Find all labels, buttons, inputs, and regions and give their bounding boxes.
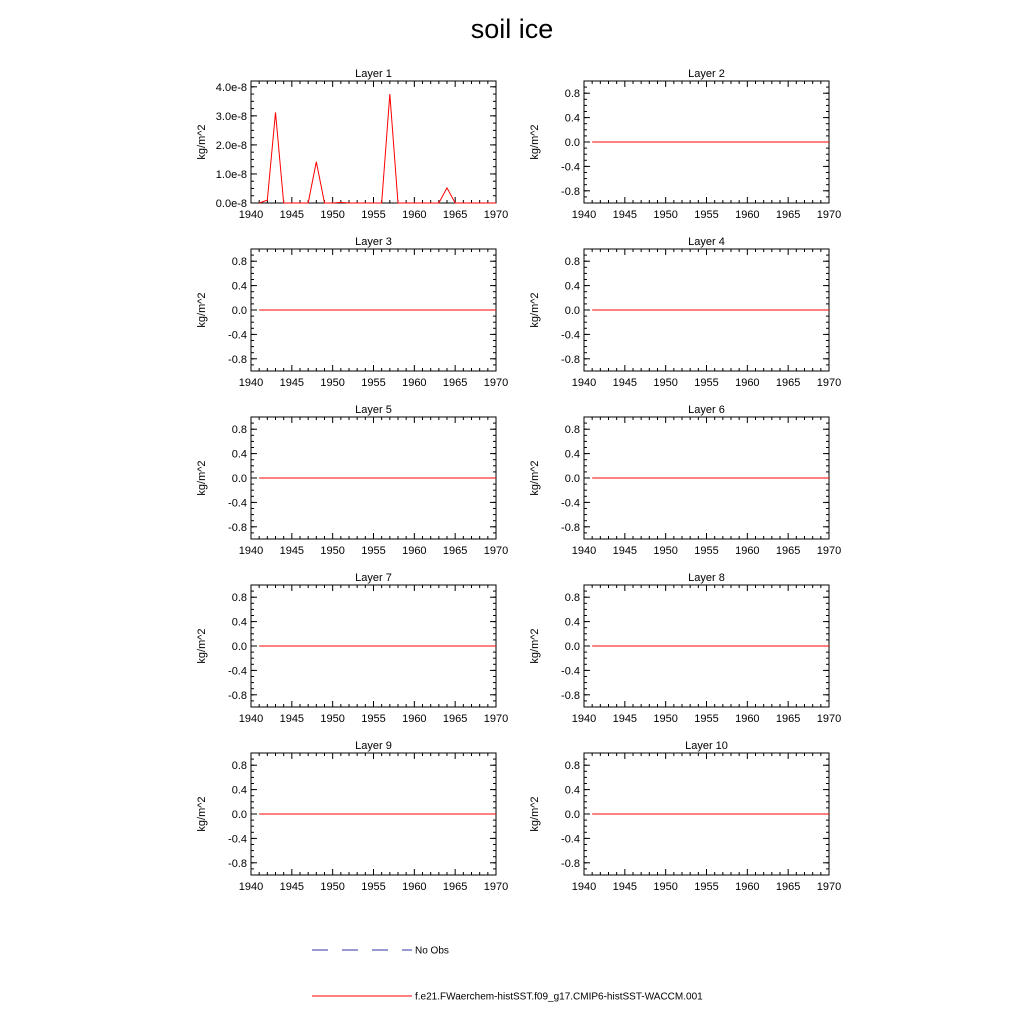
x-tick-label: 1960	[402, 209, 427, 221]
x-tick-label: 1950	[320, 881, 345, 893]
x-tick-label: 1945	[612, 713, 638, 725]
y-tick-label: 0.0	[231, 473, 247, 485]
y-axis-label: kg/m^2	[529, 796, 541, 832]
x-tick-label: 1955	[694, 377, 719, 389]
y-tick-label: 0.8	[231, 256, 247, 269]
y-tick-label: 0.8	[564, 424, 580, 437]
y-tick-label: 3.0e-8	[215, 110, 247, 123]
series-line	[259, 94, 496, 203]
panel-title: Layer 1	[355, 68, 392, 80]
chart-panel-10	[529, 740, 841, 893]
y-axis-label: kg/m^2	[196, 124, 208, 160]
y-tick-label: -0.4	[561, 497, 580, 510]
y-axis-label: kg/m^2	[529, 460, 541, 496]
y-tick-label: 0.8	[231, 760, 247, 773]
x-tick-label: 1960	[735, 209, 760, 221]
x-tick-label: 1945	[279, 713, 305, 725]
x-tick-label: 1950	[653, 209, 678, 221]
x-tick-label: 1945	[279, 377, 305, 389]
x-tick-label: 1950	[320, 209, 345, 221]
panel-title: Layer 2	[688, 68, 725, 80]
x-tick-label: 1965	[775, 209, 801, 221]
chart-panel-6	[529, 404, 841, 557]
y-axis-label: kg/m^2	[196, 796, 208, 832]
y-tick-label: -0.4	[228, 665, 247, 678]
x-tick-label: 1965	[775, 545, 801, 557]
x-tick-label: 1950	[653, 713, 678, 725]
x-tick-label: 1940	[238, 545, 264, 557]
panel-title: Layer 6	[688, 404, 725, 416]
chart-panel-9	[196, 740, 508, 893]
chart-panel-4	[529, 236, 841, 389]
y-tick-label: 0.8	[231, 592, 247, 605]
chart-panel-5	[196, 404, 508, 557]
y-tick-label: 1.0e-8	[215, 168, 247, 181]
chart-panel-2	[529, 68, 841, 221]
x-tick-label: 1970	[483, 209, 509, 221]
y-axis-label: kg/m^2	[196, 460, 208, 496]
x-tick-label: 1970	[816, 545, 842, 557]
x-tick-label: 1960	[735, 881, 760, 893]
y-tick-label: 0.0	[231, 809, 247, 821]
y-tick-label: 4.0e-8	[215, 81, 247, 94]
y-tick-label: -0.4	[228, 833, 247, 846]
x-tick-label: 1965	[775, 881, 801, 893]
x-tick-label: 1965	[442, 545, 468, 557]
x-tick-label: 1965	[442, 209, 468, 221]
legend-model-label: f.e21.FWaerchem-histSST.f09_g17.CMIP6-histSST-WACCM.001	[415, 991, 703, 1003]
x-tick-label: 1970	[483, 545, 509, 557]
y-tick-label: 0.0e-8	[215, 198, 247, 210]
x-tick-label: 1960	[735, 545, 760, 557]
y-tick-label: 0.4	[564, 784, 580, 797]
y-tick-label: -0.8	[561, 185, 580, 198]
x-tick-label: 1960	[735, 377, 760, 389]
x-tick-label: 1970	[483, 377, 509, 389]
y-tick-label: 0.4	[231, 448, 247, 461]
y-tick-label: 0.4	[564, 112, 580, 125]
x-tick-label: 1940	[571, 377, 597, 389]
y-axis-label: kg/m^2	[529, 124, 541, 160]
x-tick-label: 1970	[816, 713, 842, 725]
y-tick-label: -0.4	[561, 833, 580, 846]
y-tick-label: -0.8	[228, 857, 247, 870]
x-tick-label: 1955	[694, 209, 719, 221]
chart-panel-7	[196, 572, 508, 725]
x-tick-label: 1955	[361, 881, 386, 893]
y-tick-label: -0.4	[561, 329, 580, 342]
x-tick-label: 1960	[402, 545, 427, 557]
x-tick-label: 1940	[571, 209, 597, 221]
y-tick-label: -0.8	[228, 689, 247, 702]
page-title: soil ice	[470, 14, 554, 44]
y-tick-label: 0.8	[564, 592, 580, 605]
x-tick-label: 1970	[816, 377, 842, 389]
y-tick-label: -0.4	[561, 665, 580, 678]
x-tick-label: 1940	[238, 881, 264, 893]
plot-frame	[251, 81, 496, 203]
y-tick-label: -0.8	[561, 521, 580, 534]
x-tick-label: 1950	[320, 545, 345, 557]
x-tick-label: 1960	[402, 881, 427, 893]
x-tick-label: 1955	[361, 545, 386, 557]
x-tick-label: 1950	[653, 377, 678, 389]
panel-title: Layer 8	[688, 572, 725, 584]
chart-panel-3	[196, 236, 508, 389]
x-tick-label: 1945	[612, 545, 638, 557]
x-tick-label: 1970	[816, 209, 842, 221]
x-tick-label: 1965	[775, 377, 801, 389]
y-tick-label: 0.8	[564, 256, 580, 269]
x-tick-label: 1940	[571, 713, 597, 725]
y-tick-label: 0.0	[564, 641, 580, 653]
x-tick-label: 1965	[442, 713, 468, 725]
y-axis-label: kg/m^2	[196, 292, 208, 328]
x-tick-label: 1970	[483, 881, 509, 893]
y-tick-label: 0.0	[231, 641, 247, 653]
chart-panel-8	[529, 572, 841, 725]
x-tick-label: 1945	[612, 209, 638, 221]
panel-title: Layer 9	[355, 740, 392, 752]
x-tick-label: 1965	[775, 713, 801, 725]
y-tick-label: -0.8	[561, 857, 580, 870]
x-tick-label: 1960	[735, 713, 760, 725]
panel-title: Layer 10	[685, 740, 728, 752]
y-tick-label: 0.4	[564, 280, 580, 293]
y-tick-label: -0.4	[228, 497, 247, 510]
y-tick-label: 0.4	[231, 616, 247, 629]
x-tick-label: 1955	[694, 713, 719, 725]
y-tick-label: 0.0	[564, 473, 580, 485]
x-tick-label: 1950	[653, 881, 678, 893]
x-tick-label: 1950	[320, 713, 345, 725]
y-tick-label: 0.0	[231, 305, 247, 317]
x-tick-label: 1955	[361, 209, 386, 221]
y-tick-label: -0.4	[228, 329, 247, 342]
x-tick-label: 1960	[402, 377, 427, 389]
x-tick-label: 1955	[361, 713, 386, 725]
x-tick-label: 1940	[238, 377, 264, 389]
y-tick-label: 0.0	[564, 137, 580, 149]
x-tick-label: 1970	[483, 713, 509, 725]
x-tick-label: 1965	[442, 881, 468, 893]
x-tick-label: 1960	[402, 713, 427, 725]
x-tick-label: 1945	[612, 881, 638, 893]
y-tick-label: 0.4	[564, 616, 580, 629]
x-tick-label: 1945	[279, 881, 305, 893]
y-axis-label: kg/m^2	[529, 292, 541, 328]
y-tick-label: 0.8	[231, 424, 247, 437]
x-tick-label: 1955	[694, 881, 719, 893]
y-tick-label: 0.0	[564, 809, 580, 821]
x-tick-label: 1945	[279, 209, 305, 221]
y-axis-label: kg/m^2	[529, 628, 541, 664]
legend-no-obs-label: No Obs	[415, 945, 449, 957]
y-tick-label: 0.8	[564, 760, 580, 773]
y-tick-label: -0.8	[561, 689, 580, 702]
chart-panel-1	[196, 68, 508, 221]
y-tick-label: 0.8	[564, 88, 580, 101]
y-tick-label: 2.0e-8	[215, 139, 247, 152]
x-tick-label: 1940	[238, 713, 264, 725]
panel-title: Layer 7	[355, 572, 392, 584]
x-tick-label: 1940	[238, 209, 264, 221]
x-tick-label: 1940	[571, 881, 597, 893]
y-axis-label: kg/m^2	[196, 628, 208, 664]
y-tick-label: 0.4	[231, 784, 247, 797]
y-tick-label: 0.4	[564, 448, 580, 461]
x-tick-label: 1965	[442, 377, 468, 389]
y-tick-label: -0.8	[228, 353, 247, 366]
x-tick-label: 1950	[653, 545, 678, 557]
y-tick-label: 0.4	[231, 280, 247, 293]
x-tick-label: 1945	[612, 377, 638, 389]
x-tick-label: 1945	[279, 545, 305, 557]
panel-title: Layer 3	[355, 236, 392, 248]
x-tick-label: 1955	[694, 545, 719, 557]
x-tick-label: 1955	[361, 377, 386, 389]
y-tick-label: -0.4	[561, 161, 580, 174]
panel-title: Layer 4	[688, 236, 725, 248]
y-tick-label: 0.0	[564, 305, 580, 317]
x-tick-label: 1950	[320, 377, 345, 389]
panel-title: Layer 5	[355, 404, 392, 416]
x-tick-label: 1940	[571, 545, 597, 557]
x-tick-label: 1970	[816, 881, 842, 893]
y-tick-label: -0.8	[228, 521, 247, 534]
y-tick-label: -0.8	[561, 353, 580, 366]
